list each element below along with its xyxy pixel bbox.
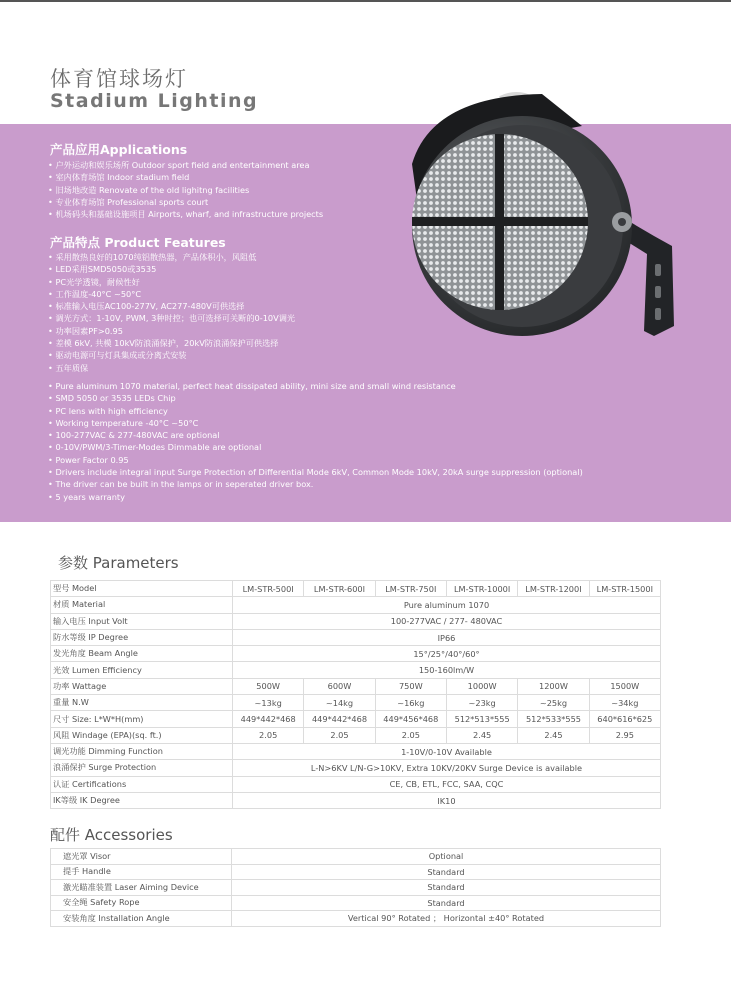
list-item: • LED采用SMD5050或3535 [48,263,295,275]
row-value: 2.05 [233,727,304,743]
row-value: 1-10V/0-10V Available [233,743,661,759]
row-label: IK等级 IK Degree [51,792,233,808]
row-label: 功率 Wattage [51,678,233,694]
table-row [51,581,661,597]
row-value: 449*456*468 [375,711,446,727]
list-item: • 驱动电源可与灯具集成或分离式安装 [48,349,295,361]
list-item: • 5 years warranty [48,491,583,503]
list-item: • 专业体育场馆 Professional sports court [48,196,323,208]
row-label: 安装角度 Installation Angle [51,911,232,927]
row-value: 512*513*555 [446,711,517,727]
row-value: IP66 [233,629,661,645]
row-value: 449*442*468 [304,711,375,727]
top-rule [0,0,731,2]
row-value: Pure aluminum 1070 [233,597,661,613]
list-item: • 100-277VAC & 277-480VAC are optional [48,429,583,441]
table-row [51,792,661,808]
list-item: • 差模 6kV, 共模 10kV防浪涌保护，20kV防浪涌保护可供选择 [48,337,295,349]
row-value: ~16kg [375,695,446,711]
row-value: 500W [233,678,304,694]
table-row [51,743,661,759]
list-item: • 户外运动和娱乐场所 Outdoor sport field and entertainment area [48,159,323,171]
row-value: 750W [375,678,446,694]
row-label: 尺寸 Size: L*W*H(mm) [51,711,233,727]
table-row [51,727,661,743]
list-item: • 工作温度-40°C ~50°C [48,288,295,300]
parameters-table [50,580,661,809]
features-list-cn [48,251,295,374]
list-item: • Working temperature -40°C ~50°C [48,417,583,429]
row-label: 风阻 Windage (EPA)(sq. ft.) [51,727,233,743]
table-row [51,776,661,792]
features-list-en [48,380,583,503]
row-value: 2.05 [375,727,446,743]
table-row [51,760,661,776]
row-value: ~34kg [589,695,660,711]
row-value: ~25kg [518,695,589,711]
row-label: 输入电压 Input Volt [51,613,233,629]
page-title-cn: 体育馆球场灯 [50,67,188,91]
list-item: • 采用散热良好的1070纯铝散热器，产品体积小，风阻低 [48,251,295,263]
list-item: • Power Factor 0.95 [48,454,583,466]
table-row [51,911,661,927]
row-value: L-N>6KV L/N-G>10KV, Extra 10KV/20KV Surge Device is available [233,760,661,776]
row-value: ~13kg [233,695,304,711]
row-label: 遮光罩 Visor [51,849,232,865]
row-value: 2.95 [589,727,660,743]
row-value: Standard [232,895,661,911]
list-item: • 旧场地改造 Renovate of the old lighitng facilities [48,184,323,196]
table-row [51,711,661,727]
row-label: 浪涌保护 Surge Protection [51,760,233,776]
list-item: • 五年质保 [48,362,295,374]
row-value: Optional [232,849,661,865]
model-cell: LM-STR-1500I [589,581,660,597]
table-row [51,646,661,662]
row-value: ~23kg [446,695,517,711]
row-label: 光效 Lumen Efficiency [51,662,233,678]
table-row [51,880,661,896]
row-value: 512*533*555 [518,711,589,727]
list-item: • Drivers include integral input Surge Protection of Differential Mode 6kV, Common Mode 10kV, 20kA surge suppression (optional) [48,466,583,478]
table-row [51,849,661,865]
row-value: 2.45 [446,727,517,743]
row-value: 1000W [446,678,517,694]
row-value: 2.05 [304,727,375,743]
stadium-light-image [392,86,692,356]
list-item: • 机场码头和基础设施项目 Airports, wharf, and infrastructure projects [48,208,323,220]
row-value: 640*616*625 [589,711,660,727]
row-label: 材质 Material [51,597,233,613]
list-item: • 功率因素PF>0.95 [48,325,295,337]
table-row [51,597,661,613]
row-value: Standard [232,864,661,880]
row-value: 449*442*468 [233,711,304,727]
row-value: 100-277VAC / 277- 480VAC [233,613,661,629]
table-row [51,864,661,880]
table-row [51,613,661,629]
list-item: • Pure aluminum 1070 material, perfect heat dissipated ability, mini size and small wind resistance [48,380,583,392]
row-label: 提手 Handle [51,864,232,880]
accessories-table [50,848,661,927]
model-cell: LM-STR-1200I [518,581,589,597]
list-item: • 0-10V/PWM/3-Timer-Modes Dimmable are optional [48,441,583,453]
applications-list [48,159,323,220]
page-title-en: Stadium Lighting [50,90,259,112]
parameters-heading: 参数 Parameters [58,554,179,572]
list-item: • 标准输入电压AC100-277V, AC277-480V可供选择 [48,300,295,312]
model-cell: LM-STR-600I [304,581,375,597]
applications-heading: 产品应用Applications [50,142,188,157]
row-value: 2.45 [518,727,589,743]
model-cell: LM-STR-750I [375,581,446,597]
accessories-heading: 配件 Accessories [50,826,173,844]
table-row [51,662,661,678]
list-item: • 室内体育场馆 Indoor stadium field [48,171,323,183]
row-value: 600W [304,678,375,694]
row-value: 150-160lm/W [233,662,661,678]
row-value: Standard [232,880,661,896]
row-label: 激光瞄准装置 Laser Aiming Device [51,880,232,896]
row-value: 1500W [589,678,660,694]
list-item: • PC光学透镜，耐候性好 [48,276,295,288]
row-label: 型号 Model [51,581,233,597]
list-item: • SMD 5050 or 3535 LEDs Chip [48,392,583,404]
row-label: 安全绳 Safety Rope [51,895,232,911]
list-item: • PC lens with high efficiency [48,405,583,417]
model-cell: LM-STR-1000I [446,581,517,597]
table-row [51,895,661,911]
model-cell: LM-STR-500I [233,581,304,597]
row-value: 1200W [518,678,589,694]
row-label: 防水等级 IP Degree [51,629,233,645]
table-row [51,629,661,645]
row-value: Vertical 90° Rotated ； Horizontal ±40° Rotated [232,911,661,927]
row-value: ~14kg [304,695,375,711]
list-item: • 调光方式：1-10V, PWM, 3种时控；也可选择可关断的0-10V调光 [48,312,295,324]
table-row [51,678,661,694]
row-value: IK10 [233,792,661,808]
table-row [51,695,661,711]
features-heading: 产品特点 Product Features [50,235,226,250]
row-label: 调光功能 Dimming Function [51,743,233,759]
row-label: 认证 Certifications [51,776,233,792]
row-value: CE, CB, ETL, FCC, SAA, CQC [233,776,661,792]
row-label: 发光角度 Beam Angle [51,646,233,662]
list-item: • The driver can be built in the lamps or in seperated driver box. [48,478,583,490]
row-label: 重量 N.W [51,695,233,711]
row-value: 15°/25°/40°/60° [233,646,661,662]
